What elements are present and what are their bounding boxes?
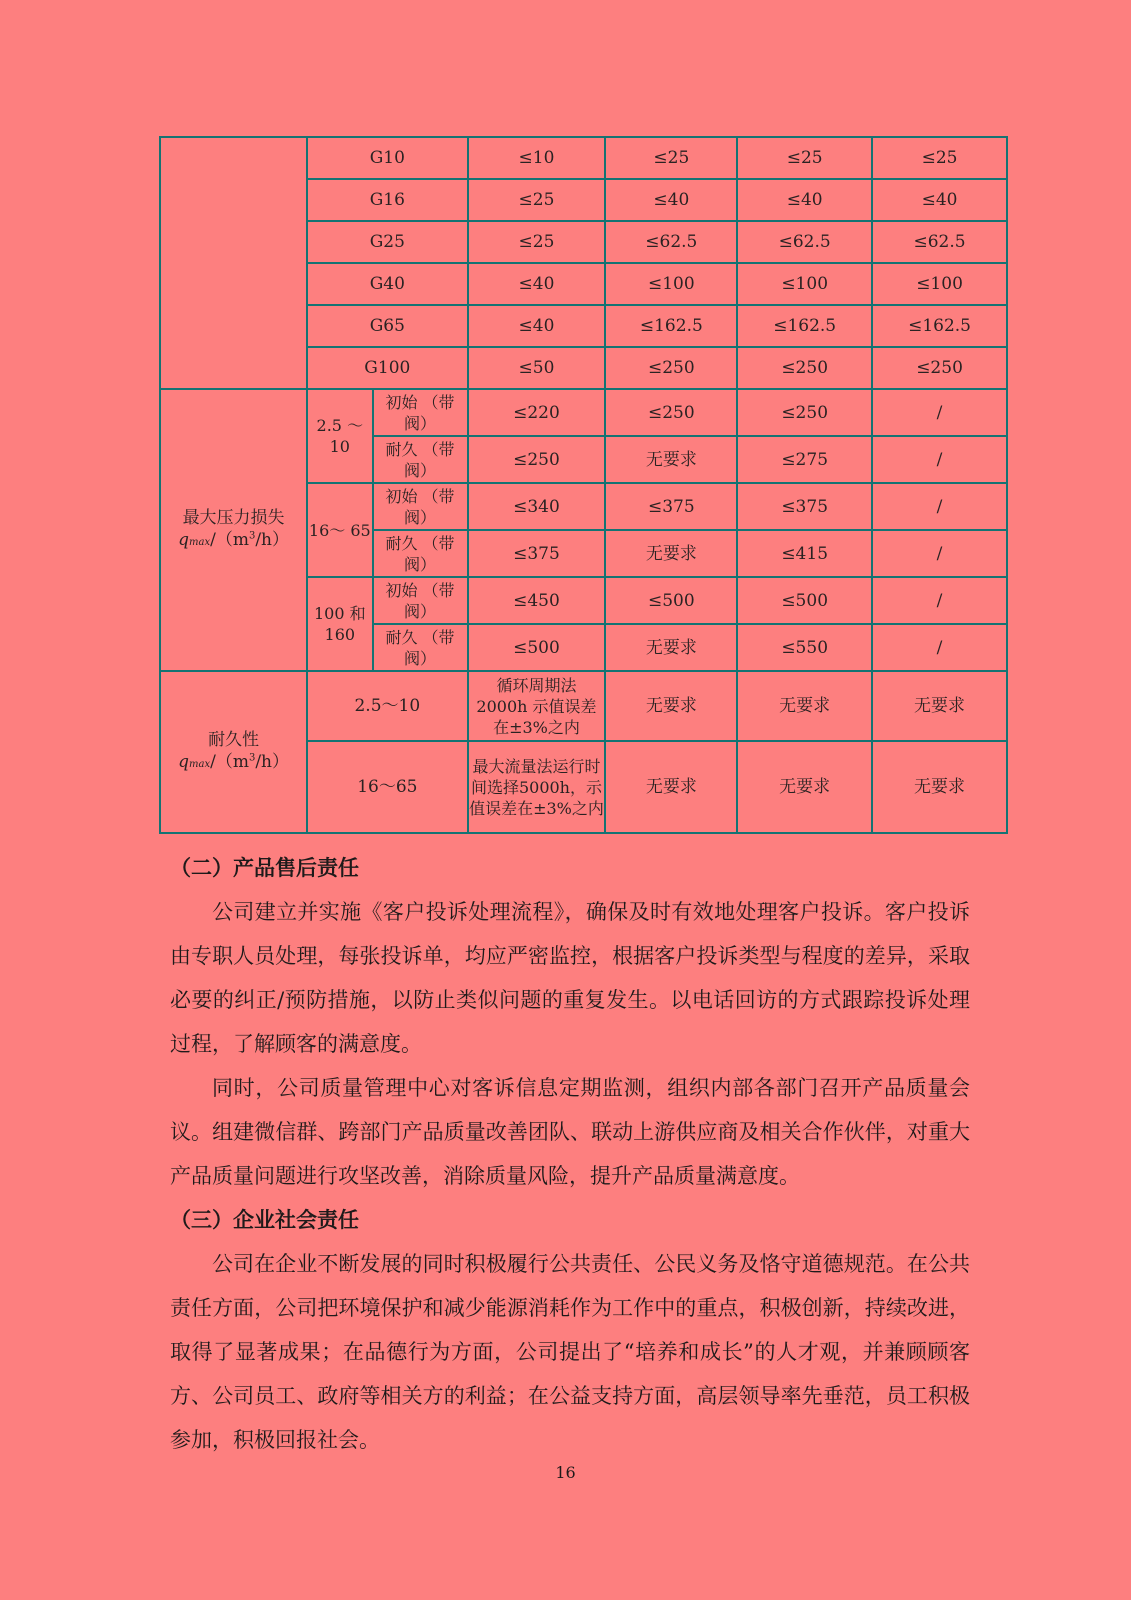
value-cell: ≤25 — [872, 137, 1007, 179]
value-cell: ≤375 — [468, 530, 606, 577]
value-cell: 无要求 — [605, 436, 737, 483]
value-cell: ≤25 — [468, 179, 606, 221]
type-cell: 耐久 （带阀） — [373, 436, 468, 483]
value-cell: ≤40 — [605, 179, 737, 221]
range-cell: 2.5 ～10 — [307, 389, 372, 483]
value-cell: ≤250 — [737, 347, 872, 389]
value-cell: ≤250 — [605, 347, 737, 389]
value-cell: ≤62.5 — [872, 221, 1007, 263]
table-row — [160, 671, 1007, 741]
paragraph: 公司建立并实施《客户投诉处理流程》，确保及时有效地处理客户投诉。客户投诉由专职人员处理，每张投诉单，均应严密监控，根据客户投诉类型与程度的差异，采取必要的纠正/预防措施，以防止类似问题的重复发生。以电话回访的方式跟踪投诉处理过程，了解顾客的满意度。 — [170, 900, 970, 1056]
value-cell: / — [872, 436, 1007, 483]
value-cell: ≤250 — [872, 347, 1007, 389]
value-cell: 无要求 — [872, 741, 1007, 833]
value-cell: ≤162.5 — [605, 305, 737, 347]
value-cell: ≤10 — [468, 137, 606, 179]
type-cell: 初始 （带阀） — [373, 389, 468, 436]
range-cell: 2.5～10 — [307, 671, 467, 741]
value-cell: / — [872, 483, 1007, 530]
durability-label: 耐久性 qmax/$(m^3/h)$ — [160, 671, 307, 833]
type-cell: 初始 （带阀） — [373, 577, 468, 624]
table-row — [160, 389, 1007, 436]
value-cell: ≤275 — [737, 436, 872, 483]
value-cell: ≤415 — [737, 530, 872, 577]
section-heading: （三）企业社会责任 — [170, 1208, 359, 1232]
pressure-loss-label: 最大压力损失 qmax/$(m^3/h)$ — [160, 389, 307, 671]
value-cell: ≤162.5 — [872, 305, 1007, 347]
value-cell: ≤100 — [737, 263, 872, 305]
value-cell: ≤25 — [737, 137, 872, 179]
value-cell: ≤500 — [605, 577, 737, 624]
spec-cell: G10 — [307, 137, 467, 179]
value-cell: 无要求 — [872, 671, 1007, 741]
spec-table — [159, 136, 1008, 834]
spec-cell: G65 — [307, 305, 467, 347]
value-cell: ≤250 — [468, 436, 606, 483]
type-cell: 初始 （带阀） — [373, 483, 468, 530]
value-cell: ≤500 — [737, 577, 872, 624]
section-heading: （二）产品售后责任 — [170, 856, 359, 880]
value-cell: 无要求 — [605, 624, 737, 671]
value-cell: ≤25 — [605, 137, 737, 179]
value-cell: ≤100 — [872, 263, 1007, 305]
value-cell: ≤450 — [468, 577, 606, 624]
value-cell: / — [872, 530, 1007, 577]
spec-cell: G25 — [307, 221, 467, 263]
paragraph: 同时，公司质量管理中心对客诉信息定期监测，组织内部各部门召开产品质量会议。组建微信群、跨部门产品质量改善团队、联动上游供应商及相关合作伙伴，对重大产品质量问题进行攻坚改善，消除质量风险，提升产品质量满意度。 — [170, 1076, 970, 1188]
value-cell: 无要求 — [605, 671, 737, 741]
spec-cell: G16 — [307, 179, 467, 221]
value-cell: ≤250 — [737, 389, 872, 436]
spec-cell: G100 — [307, 347, 467, 389]
value-cell: ≤500 — [468, 624, 606, 671]
value-cell: ≤100 — [605, 263, 737, 305]
table-row — [160, 137, 1007, 179]
page-number: 16 — [555, 1463, 576, 1482]
value-cell: / — [872, 389, 1007, 436]
value-cell: ≤40 — [468, 263, 606, 305]
value-cell: ≤62.5 — [737, 221, 872, 263]
range-cell: 16～65 — [307, 741, 467, 833]
value-cell: ≤25 — [468, 221, 606, 263]
value-cell: / — [872, 624, 1007, 671]
value-cell: 无要求 — [737, 741, 872, 833]
value-cell: ≤162.5 — [737, 305, 872, 347]
section-after-sales — [170, 846, 970, 1462]
value-cell: 无要求 — [605, 530, 737, 577]
range-cell: 16～ 65 — [307, 483, 372, 577]
type-cell: 耐久 （带阀） — [373, 624, 468, 671]
value-cell: ≤50 — [468, 347, 606, 389]
value-cell: 最大流量法运行时间选择5000h，示值误差在±3%之内 — [468, 741, 606, 833]
value-cell: ≤375 — [605, 483, 737, 530]
value-cell: ≤375 — [737, 483, 872, 530]
value-cell: ≤62.5 — [605, 221, 737, 263]
value-cell: ≤250 — [605, 389, 737, 436]
value-cell: ≤40 — [737, 179, 872, 221]
value-cell: / — [872, 577, 1007, 624]
spec-cell: G40 — [307, 263, 467, 305]
value-cell: 无要求 — [605, 741, 737, 833]
type-cell: 耐久 （带阀） — [373, 530, 468, 577]
group1-label-cell — [160, 137, 307, 389]
value-cell: 循环周期法 2000h 示值误差在±3%之内 — [468, 671, 606, 741]
value-cell: ≤40 — [872, 179, 1007, 221]
value-cell: ≤550 — [737, 624, 872, 671]
value-cell: ≤40 — [468, 305, 606, 347]
range-cell: 100 和 160 — [307, 577, 372, 671]
value-cell: ≤220 — [468, 389, 606, 436]
paragraph: 公司在企业不断发展的同时积极履行公共责任、公民义务及恪守道德规范。在公共责任方面，公司把环境保护和减少能源消耗作为工作中的重点，积极创新，持续改进，取得了显著成果；在品德行为方面，公司提出了“培养和成长”的人才观，并兼顾顾客方、公司员工、政府等相关方的利益；在公益支持方面，高层领导率先垂范，员工积极参加，积极回报社会。 — [170, 1252, 970, 1452]
value-cell: ≤340 — [468, 483, 606, 530]
value-cell: 无要求 — [737, 671, 872, 741]
